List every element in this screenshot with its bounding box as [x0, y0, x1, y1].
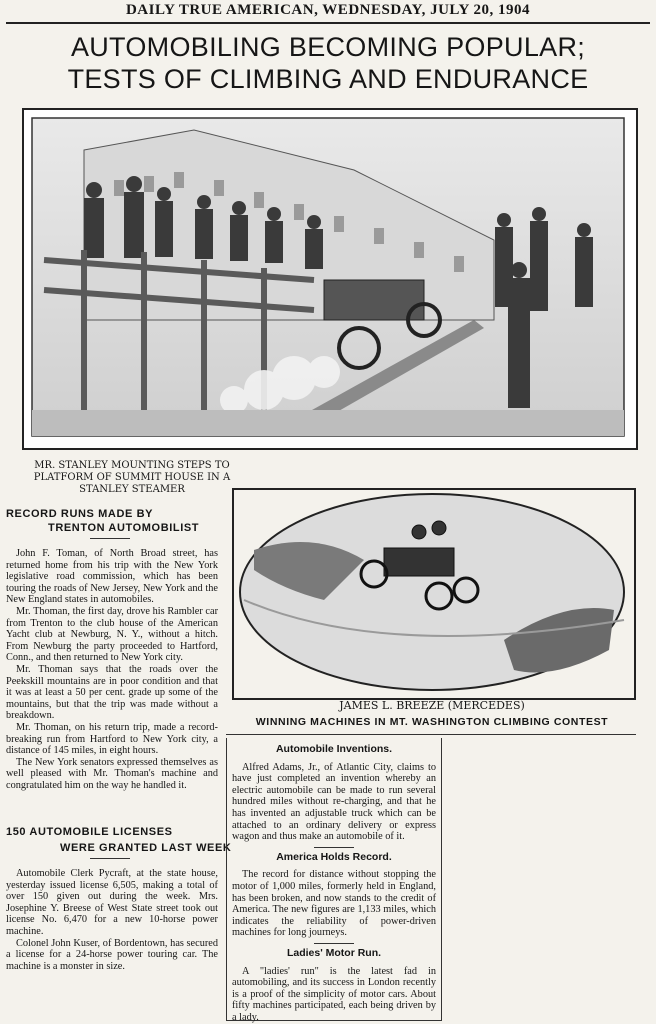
article2-body: [6, 868, 218, 972]
oval-photo-frame: [232, 488, 636, 700]
article2-paragraph: Automobile Clerk Pycraft, at the state house, yesterday issued license 6,505, making a total of over 150 given out during the week. Mrs. Josephine Y. Breese of West State street took out license No. 6,470 for a new 10-horse power machine.: [6, 868, 218, 937]
record-text: The record for distance without stopping the motor of 1,000 miles, formerly held in England, has been broken, and now stands to the credit of America. The new figures are 1,133 miles, which indicates the reliability of power-driven machines for long journeys.: [232, 869, 436, 939]
mercedes-climb-illustration: [234, 490, 630, 694]
headline-line-1: AUTOMOBILING BECOMING POPULAR;: [70, 32, 586, 62]
inventions-title: Automobile Inventions.: [275, 743, 393, 755]
article1-heading-1: RECORD RUNS MADE BY: [6, 508, 154, 520]
article1-heading-2: TRENTON AUTOMOBILIST: [48, 522, 200, 534]
article2-heading-1: 150 AUTOMOBILE LICENSES: [6, 826, 173, 838]
oval-photo-caption: JAMES L. BREEZE (MERCEDES): [339, 699, 525, 712]
record-rule: [314, 943, 354, 944]
headline-line-2: TESTS OF CLIMBING AND ENDURANCE: [67, 64, 589, 94]
article1-paragraph: Mr. Thoman says that the roads over the Peekskill mountains are in poor condition and that it was at least a 50 per cent. grade up some of the mountains, but that the trip was made without a breakdown.: [6, 663, 218, 722]
steamer-steps-illustration: [24, 110, 632, 444]
inventions-text: Alfred Adams, Jr., of Atlantic City, claims to have just completed an invention whereby an electric automobile can be made to run several hundred miles without re-charging, and that he has invented an adjustable truck which can be attached to an ordinary delivery or express wagon and thus make an automobile of it.: [232, 761, 436, 843]
article1-paragraph: Mr. Thoman, on his return trip, made a record-breaking run from Hartford to New York city, a distance of 145 miles, in eight hours.: [6, 721, 218, 757]
article1-paragraph: Mr. Thoman, the first day, drove his Rambler car from Trenton to the club house of the American Yacht club at Newburg, N. Y., without a hitch. From Newburg the party proceeded to Hartford, Conn., and then returned to New York city.: [6, 605, 218, 664]
record-title: America Holds Record.: [276, 850, 392, 863]
ladies-text: A "ladies' run" is the latest fad in automobiling, and its success in London recently is a proof of the simplicity of motor cars. About fifty machines participated, each being driven by a lady.: [232, 965, 436, 1023]
right-column: [232, 742, 436, 1023]
article2-heading-2: WERE GRANTED LAST WEEK: [60, 842, 232, 854]
article2-paragraph: Colonel John Kuser, of Bordentown, has secured a license for a 24-horse power touring car. The machine is a monster in size.: [6, 937, 218, 972]
caption-rule: [226, 734, 636, 735]
article1-rule: [90, 538, 130, 539]
article1-body: [6, 548, 218, 791]
inventions-rule: [314, 847, 354, 848]
top-photo: [22, 108, 638, 450]
article1-paragraph: The New York senators expressed themselves as well pleased with Mr. Thoman's machine and congratulated him on the way he handled it.: [6, 756, 218, 791]
ladies-title: Ladies' Motor Run.: [286, 946, 382, 959]
top-photo-caption: MR. STANLEY MOUNTING STEPS TO PLATFORM OF SUMMIT HOUSE IN A STANLEY STEAMER: [33, 460, 231, 495]
masthead-rule: [6, 22, 650, 24]
masthead: DAILY TRUE AMERICAN, WEDNESDAY, JULY 20, 1904: [125, 2, 531, 18]
shared-caption: WINNING MACHINES IN MT. WASHINGTON CLIMBING CONTEST: [255, 716, 609, 728]
article1-paragraph: John F. Toman, of North Broad street, has returned home from his trip with the New York legislative road commission, which has been touring the roads of New Jersey, New York and the New England states in automobiles.: [6, 548, 218, 606]
article2-rule: [90, 858, 130, 859]
